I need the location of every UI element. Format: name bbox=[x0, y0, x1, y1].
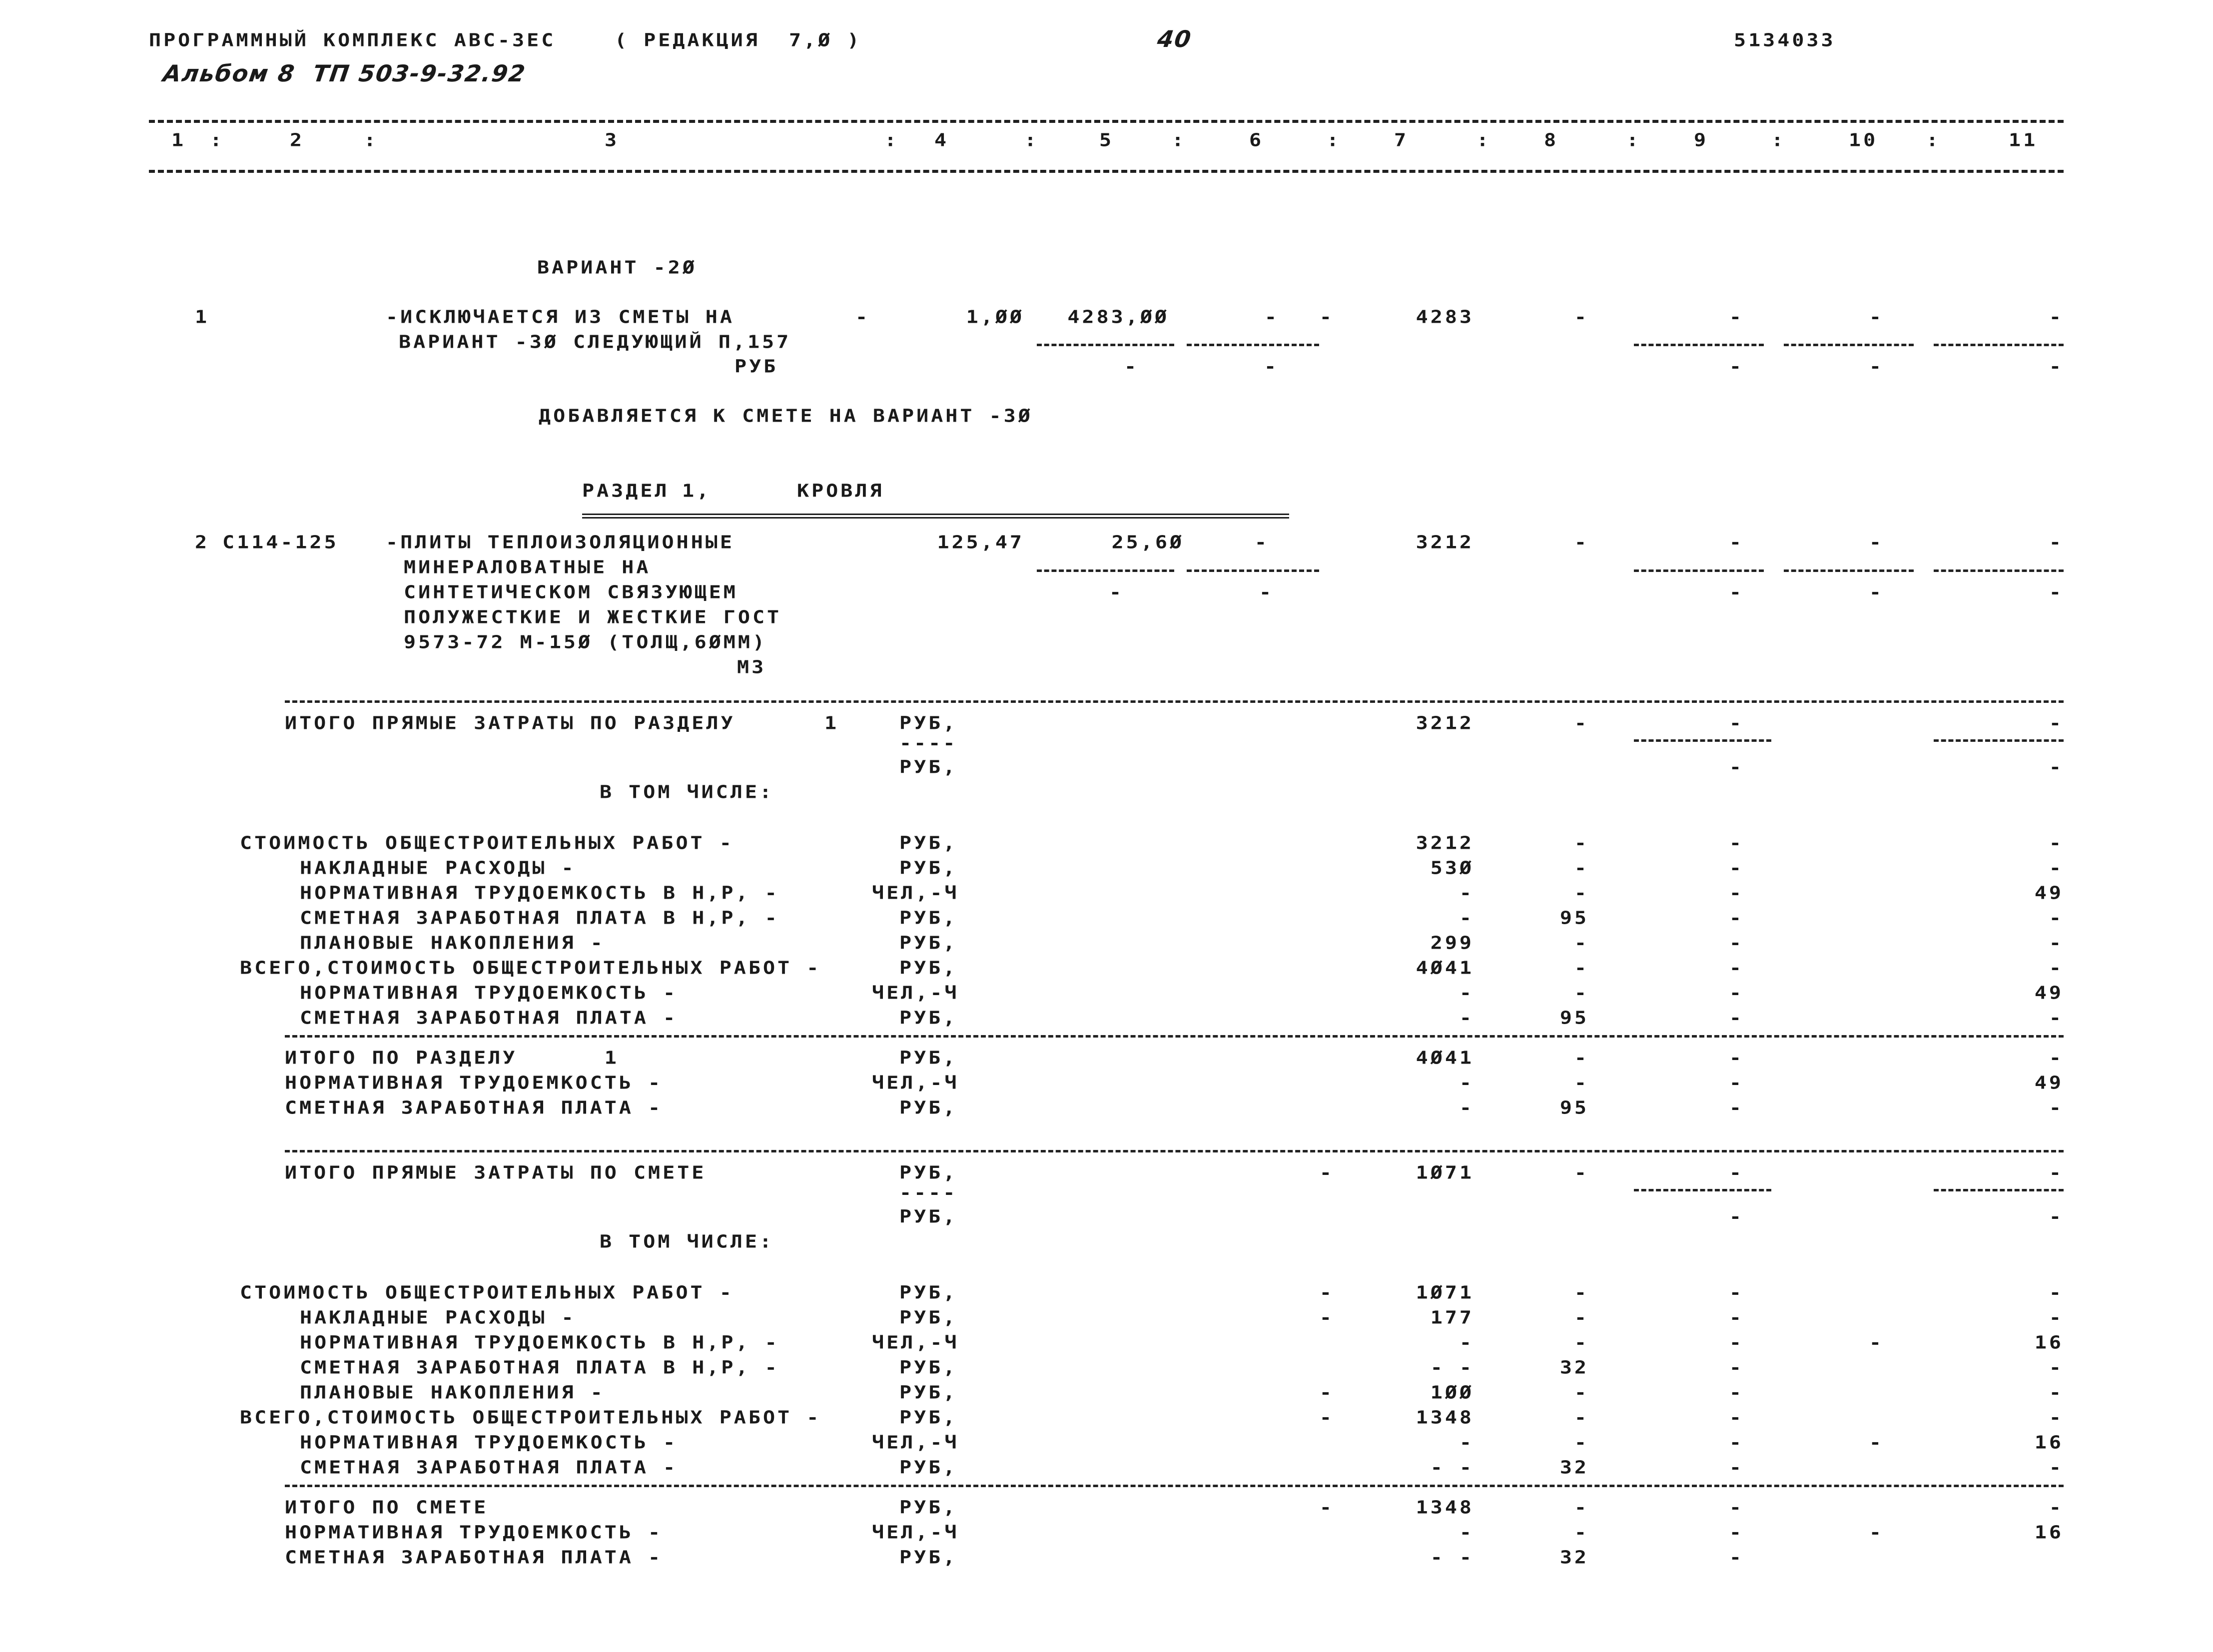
block1-row-1-col9: - bbox=[1729, 833, 1744, 854]
block2-total-1-col9: - bbox=[1729, 1497, 1744, 1518]
block1-row-7-col8: - bbox=[1574, 983, 1589, 1004]
block2-row-1-col9: - bbox=[1729, 1282, 1744, 1303]
item2-description-line-3: СИНТЕТИЧЕСКОМ СВЯЗУЮЩЕМ bbox=[404, 582, 738, 603]
column-header-6: 6 bbox=[1249, 130, 1264, 151]
item2-number: 2 bbox=[195, 532, 210, 553]
v20-col6-subline bbox=[1187, 344, 1319, 346]
v20-unit: РУБ bbox=[735, 356, 778, 377]
block1-row-3-unit: ЧЕЛ,-Ч bbox=[872, 883, 959, 904]
page-number: 40 bbox=[1155, 25, 1194, 52]
block1-direct-costs-label: ИТОГО ПРЯМЫЕ ЗАТРАТЫ ПО РАЗДЕЛУ bbox=[285, 713, 736, 734]
v20-col9-subline bbox=[1634, 344, 1764, 346]
block2-row-1-col8: - bbox=[1574, 1282, 1589, 1303]
column-separator-2: : bbox=[364, 130, 379, 151]
block1-row-2-col11: - bbox=[2049, 858, 2064, 879]
block1-total-2-label: НОРМАТИВНАЯ ТРУДОЕМКОСТЬ - bbox=[285, 1073, 663, 1094]
v20-col11: - bbox=[2049, 307, 2064, 328]
block1-total-2-col8: - bbox=[1574, 1073, 1589, 1094]
block2-row-6-col7: 1348 bbox=[1416, 1407, 1474, 1428]
block2-row-1-col6: - bbox=[1319, 1282, 1334, 1303]
block2-row-5-col8: - bbox=[1574, 1382, 1589, 1403]
item2-description-line-4: ПОЛУЖЕСТКИЕ И ЖЕСТКИЕ ГОСТ bbox=[404, 607, 782, 628]
block1-row-8-col9: - bbox=[1729, 1008, 1744, 1029]
block1-row-5-col7: 299 bbox=[1430, 933, 1474, 954]
block2-row-8-col9: - bbox=[1729, 1457, 1744, 1478]
block2-col9-subline bbox=[1634, 1189, 1771, 1191]
added-to-estimate-heading: ДОБАВЛЯЕТСЯ К СМЕТЕ НА ВАРИАНТ -3Ø bbox=[539, 406, 1033, 427]
block2-row-8-col8: 32 bbox=[1559, 1457, 1589, 1478]
column-header-7: 7 bbox=[1394, 130, 1409, 151]
block1-total-2-col7: - bbox=[1459, 1073, 1474, 1094]
block1-row-3-col8: - bbox=[1574, 883, 1589, 904]
block1-row-6-col8: - bbox=[1574, 958, 1589, 979]
block1-row-6-unit: РУБ, bbox=[899, 958, 958, 979]
block2-total-1-unit: РУБ, bbox=[899, 1497, 958, 1518]
block2-total-1-col11: - bbox=[2049, 1497, 2064, 1518]
block2-row-7-unit: ЧЕЛ,-Ч bbox=[872, 1432, 959, 1453]
block2-row-3-col8: - bbox=[1574, 1332, 1589, 1353]
program-edition: ( РЕДАКЦИЯ 7,Ø ) bbox=[615, 30, 862, 51]
block2-total-3-col9: - bbox=[1729, 1547, 1744, 1568]
block2-total-1-col6: - bbox=[1319, 1497, 1334, 1518]
block2-row-3-col9: - bbox=[1729, 1332, 1744, 1353]
block2-row-7-col9: - bbox=[1729, 1432, 1744, 1453]
block2-direct-costs-total: 1Ø71 bbox=[1416, 1162, 1474, 1183]
block2-row-3-unit: ЧЕЛ,-Ч bbox=[872, 1332, 959, 1353]
block1-total-1-unit: РУБ, bbox=[899, 1048, 958, 1069]
block1-row-4-label: СМЕТНАЯ ЗАРАБОТНАЯ ПЛАТА В Н,Р, - bbox=[300, 908, 779, 929]
block2-direct-costs-col6: - bbox=[1319, 1162, 1334, 1183]
block1-total-2-unit: ЧЕЛ,-Ч bbox=[872, 1073, 959, 1094]
column-header-5: 5 bbox=[1099, 130, 1114, 151]
block1-row-2-col9: - bbox=[1729, 858, 1744, 879]
section-title-underline bbox=[582, 514, 1289, 519]
block2-row-1-unit: РУБ, bbox=[899, 1282, 958, 1303]
block1-row-1-col7: 3212 bbox=[1416, 833, 1474, 854]
column-header-4: 4 bbox=[934, 130, 949, 151]
item2-col9: - bbox=[1729, 532, 1744, 553]
item2-col9-subline bbox=[1634, 569, 1764, 572]
column-separator-5: : bbox=[1172, 130, 1187, 151]
block1-row-5-col9: - bbox=[1729, 933, 1744, 954]
block1-direct-costs-total: 3212 bbox=[1416, 713, 1474, 734]
block1-direct-costs-col11-sub: - bbox=[2049, 757, 2064, 778]
item2-col10-subline bbox=[1784, 569, 1914, 572]
block2-row-3-col11: 16 bbox=[2034, 1332, 2064, 1353]
block2-row-5-col6: - bbox=[1319, 1382, 1334, 1403]
block2-row-5-col11: - bbox=[2049, 1382, 2064, 1403]
block1-row-3-col9: - bbox=[1729, 883, 1744, 904]
block2-row-5-col9: - bbox=[1729, 1382, 1744, 1403]
block2-total-3-col7: - - bbox=[1430, 1547, 1474, 1568]
block1-direct-costs-unit: РУБ, bbox=[899, 713, 958, 734]
block2-row-3-col10: - bbox=[1869, 1332, 1884, 1353]
block1-top-rule bbox=[285, 700, 2064, 703]
v20-unit-cost: 4283,ØØ bbox=[1067, 307, 1169, 328]
block2-totals-rule bbox=[285, 1485, 2064, 1487]
block1-total-1-col9: - bbox=[1729, 1048, 1744, 1069]
block1-row-4-col11: - bbox=[2049, 908, 2064, 929]
block1-total-1-label: ИТОГО ПО РАЗДЕЛУ 1 bbox=[285, 1048, 619, 1069]
block2-top-rule bbox=[285, 1150, 2064, 1152]
block1-row-6-label: ВСЕГО,СТОИМОСТЬ ОБЩЕСТРОИТЕЛЬНЫХ РАБОТ - bbox=[240, 958, 821, 979]
block1-total-1-col8: - bbox=[1574, 1048, 1589, 1069]
block1-row-7-col9: - bbox=[1729, 983, 1744, 1004]
block2-direct-costs-col8: - bbox=[1574, 1162, 1589, 1183]
block1-total-3-col9: - bbox=[1729, 1098, 1744, 1118]
v20-quantity: 1,ØØ bbox=[966, 307, 1024, 328]
block2-row-6-col6: - bbox=[1319, 1407, 1334, 1428]
block2-direct-costs-col11-sub: - bbox=[2049, 1206, 2064, 1227]
v20-col6-dash-b: - bbox=[1319, 307, 1334, 328]
column-header-2: 2 bbox=[290, 130, 305, 151]
column-separator-10: : bbox=[1926, 130, 1941, 151]
block1-row-4-col7: - bbox=[1459, 908, 1474, 929]
block1-total-3-col11: - bbox=[2049, 1098, 2064, 1118]
block2-row-1-col11: - bbox=[2049, 1282, 2064, 1303]
block2-direct-costs-col9: - bbox=[1729, 1162, 1744, 1183]
block2-total-2-col10: - bbox=[1869, 1522, 1884, 1543]
block1-including-label: В ТОМ ЧИСЛЕ: bbox=[600, 782, 774, 803]
block1-row-7-col7: - bbox=[1459, 983, 1474, 1004]
block1-row-4-unit: РУБ, bbox=[899, 908, 958, 929]
block1-total-3-col8: 95 bbox=[1559, 1098, 1589, 1118]
block2-direct-costs-col11: - bbox=[2049, 1162, 2064, 1183]
block2-row-6-col11: - bbox=[2049, 1407, 2064, 1428]
column-separator-1: : bbox=[210, 130, 225, 151]
block1-direct-costs-unit-2: РУБ, bbox=[899, 757, 958, 778]
block2-total-3-label: СМЕТНАЯ ЗАРАБОТНАЯ ПЛАТА - bbox=[285, 1547, 663, 1568]
block2-row-7-col10: - bbox=[1869, 1432, 1884, 1453]
block1-row-8-col8: 95 bbox=[1559, 1008, 1589, 1029]
column-header-11: 11 bbox=[2009, 130, 2038, 151]
item2-col11-subline bbox=[1934, 569, 2064, 572]
block2-row-2-unit: РУБ, bbox=[899, 1307, 958, 1328]
block2-row-1-col7: 1Ø71 bbox=[1416, 1282, 1474, 1303]
block2-total-2-label: НОРМАТИВНАЯ ТРУДОЕМКОСТЬ - bbox=[285, 1522, 663, 1543]
v20-col11-sub: - bbox=[2049, 356, 2064, 377]
block1-row-3-label: НОРМАТИВНАЯ ТРУДОЕМКОСТЬ В Н,Р, - bbox=[300, 883, 779, 904]
block2-total-1-col8: - bbox=[1574, 1497, 1589, 1518]
v20-col10-subline bbox=[1784, 344, 1914, 346]
block2-total-2-col11: 16 bbox=[2034, 1522, 2064, 1543]
block1-row-8-col7: - bbox=[1459, 1008, 1474, 1029]
block1-direct-costs-col8: - bbox=[1574, 713, 1589, 734]
block1-row-4-col9: - bbox=[1729, 908, 1744, 929]
block1-row-6-col9: - bbox=[1729, 958, 1744, 979]
block2-total-2-col8: - bbox=[1574, 1522, 1589, 1543]
block1-total-3-unit: РУБ, bbox=[899, 1098, 958, 1118]
block2-row-4-col11: - bbox=[2049, 1357, 2064, 1378]
item2-col11-sub: - bbox=[2049, 582, 2064, 603]
block1-row-5-label: ПЛАНОВЫЕ НАКОПЛЕНИЯ - bbox=[300, 933, 605, 954]
column-separator-7: : bbox=[1476, 130, 1491, 151]
item2-description-line-2: МИНЕРАЛОВАТНЫЕ НА bbox=[404, 557, 651, 578]
block2-direct-costs-unit-dash: ---- bbox=[899, 1182, 958, 1203]
item2-description-line-1: -ПЛИТЫ ТЕПЛОИЗОЛЯЦИОННЫЕ bbox=[386, 532, 735, 553]
v20-description-line-1: -ИСКЛЮЧАЕТСЯ ИЗ СМЕТЫ НА bbox=[386, 307, 735, 328]
block2-row-2-col11: - bbox=[2049, 1307, 2064, 1328]
v20-col6-dash-a: - bbox=[1264, 307, 1279, 328]
block1-row-6-col7: 4Ø41 bbox=[1416, 958, 1474, 979]
block1-row-2-col7: 53Ø bbox=[1430, 858, 1474, 879]
block1-row-5-unit: РУБ, bbox=[899, 933, 958, 954]
item2-col6-sub: - bbox=[1259, 582, 1274, 603]
block2-row-2-col7: 177 bbox=[1430, 1307, 1474, 1328]
block1-row-1-label: СТОИМОСТЬ ОБЩЕСТРОИТЕЛЬНЫХ РАБОТ - bbox=[240, 833, 734, 854]
section-number: 1, bbox=[682, 481, 712, 502]
block1-row-1-unit: РУБ, bbox=[899, 833, 958, 854]
block1-direct-costs-col9: - bbox=[1729, 713, 1744, 734]
item2-unit: М3 bbox=[737, 657, 766, 678]
block2-row-1-label: СТОИМОСТЬ ОБЩЕСТРОИТЕЛЬНЫХ РАБОТ - bbox=[240, 1282, 734, 1303]
block2-row-7-col8: - bbox=[1574, 1432, 1589, 1453]
block2-row-2-col6: - bbox=[1319, 1307, 1334, 1328]
item2-description-line-5: 9573-72 М-15Ø (ТОЛЩ,6ØММ) bbox=[404, 632, 767, 653]
column-separator-9: : bbox=[1771, 130, 1786, 151]
block1-row-1-col8: - bbox=[1574, 833, 1589, 854]
block1-row-8-col11: - bbox=[2049, 1008, 2064, 1029]
item2-total: 3212 bbox=[1416, 532, 1474, 553]
block1-row-5-col11: - bbox=[2049, 933, 2064, 954]
block2-row-5-label: ПЛАНОВЫЕ НАКОПЛЕНИЯ - bbox=[300, 1382, 605, 1403]
column-separator-8: : bbox=[1626, 130, 1641, 151]
item2-col10-sub: - bbox=[1869, 582, 1884, 603]
v20-col9-sub: - bbox=[1729, 356, 1744, 377]
block2-total-1-label: ИТОГО ПО СМЕТЕ bbox=[285, 1497, 489, 1518]
item2-code: С114-125 bbox=[222, 532, 339, 553]
block1-row-7-label: НОРМАТИВНАЯ ТРУДОЕМКОСТЬ - bbox=[300, 983, 678, 1004]
block1-total-2-col11: 49 bbox=[2034, 1073, 2064, 1094]
v20-col11-subline bbox=[1934, 344, 2064, 346]
block2-row-6-unit: РУБ, bbox=[899, 1407, 958, 1428]
block2-total-3-col8: 32 bbox=[1559, 1547, 1589, 1568]
block2-total-1-col7: 1348 bbox=[1416, 1497, 1474, 1518]
block2-row-4-col8: 32 bbox=[1559, 1357, 1589, 1378]
column-header-9: 9 bbox=[1694, 130, 1709, 151]
block1-col11-subline bbox=[1934, 739, 2064, 742]
column-separator-4: : bbox=[1024, 130, 1039, 151]
block2-row-3-col7: - bbox=[1459, 1332, 1474, 1353]
item2-col5-subline bbox=[1037, 569, 1174, 572]
block1-row-2-col8: - bbox=[1574, 858, 1589, 879]
column-header-10: 10 bbox=[1849, 130, 1878, 151]
block2-row-8-col7: - - bbox=[1430, 1457, 1474, 1478]
v20-description-line-2: ВАРИАНТ -3Ø СЛЕДУЮЩИЙ П,157 bbox=[399, 332, 791, 353]
block1-col9-subline bbox=[1634, 739, 1771, 742]
block2-row-7-col7: - bbox=[1459, 1432, 1474, 1453]
block1-totals-rule bbox=[285, 1035, 2064, 1038]
item2-unit-cost: 25,6Ø bbox=[1111, 532, 1184, 553]
header-top-rule bbox=[149, 120, 2064, 123]
block1-row-3-col7: - bbox=[1459, 883, 1474, 904]
block2-row-4-col9: - bbox=[1729, 1357, 1744, 1378]
v20-row-number: 1 bbox=[195, 307, 210, 328]
variant-20-title: ВАРИАНТ -2Ø bbox=[537, 257, 697, 278]
block2-row-3-label: НОРМАТИВНАЯ ТРУДОЕМКОСТЬ В Н,Р, - bbox=[300, 1332, 779, 1353]
block1-row-3-col11: 49 bbox=[2034, 883, 2064, 904]
album-annotation: Альбом 8 ТП 503-9-32.92 bbox=[161, 60, 528, 87]
block1-row-8-label: СМЕТНАЯ ЗАРАБОТНАЯ ПЛАТА - bbox=[300, 1008, 678, 1029]
block2-row-6-col8: - bbox=[1574, 1407, 1589, 1428]
column-header-8: 8 bbox=[1544, 130, 1559, 151]
block1-row-7-unit: ЧЕЛ,-Ч bbox=[872, 983, 959, 1004]
item2-col6: - bbox=[1254, 532, 1269, 553]
block2-row-7-col11: 16 bbox=[2034, 1432, 2064, 1453]
v20-col10: - bbox=[1869, 307, 1884, 328]
block2-total-2-col9: - bbox=[1729, 1522, 1744, 1543]
block2-total-3-unit: РУБ, bbox=[899, 1547, 958, 1568]
block1-total-3-label: СМЕТНАЯ ЗАРАБОТНАЯ ПЛАТА - bbox=[285, 1098, 663, 1118]
section-name: КРОВЛЯ bbox=[797, 481, 884, 502]
block1-total-3-col7: - bbox=[1459, 1098, 1474, 1118]
column-header-1: 1 bbox=[171, 130, 186, 151]
v20-col10-sub: - bbox=[1869, 356, 1884, 377]
block2-including-label: В ТОМ ЧИСЛЕ: bbox=[600, 1231, 774, 1252]
block2-row-5-unit: РУБ, bbox=[899, 1382, 958, 1403]
block1-row-1-col11: - bbox=[2049, 833, 2064, 854]
block2-direct-costs-unit: РУБ, bbox=[899, 1162, 958, 1183]
block2-row-4-label: СМЕТНАЯ ЗАРАБОТНАЯ ПЛАТА В Н,Р, - bbox=[300, 1357, 779, 1378]
block2-direct-costs-label: ИТОГО ПРЯМЫЕ ЗАТРАТЫ ПО СМЕТЕ bbox=[285, 1162, 707, 1183]
column-separator-3: : bbox=[884, 130, 899, 151]
item2-col9-sub: - bbox=[1729, 582, 1744, 603]
item2-col11: - bbox=[2049, 532, 2064, 553]
block2-row-4-col7: - - bbox=[1430, 1357, 1474, 1378]
column-header-3: 3 bbox=[605, 130, 620, 151]
block2-row-2-col9: - bbox=[1729, 1307, 1744, 1328]
block1-row-6-col11: - bbox=[2049, 958, 2064, 979]
v20-col4-dash: - bbox=[855, 307, 870, 328]
block1-row-5-col8: - bbox=[1574, 933, 1589, 954]
block2-total-2-unit: ЧЕЛ,-Ч bbox=[872, 1522, 959, 1543]
block2-row-5-col7: 1ØØ bbox=[1430, 1382, 1474, 1403]
block2-row-8-col11: - bbox=[2049, 1457, 2064, 1478]
v20-col5-subline bbox=[1037, 344, 1174, 346]
block2-row-2-col8: - bbox=[1574, 1307, 1589, 1328]
block1-row-2-unit: РУБ, bbox=[899, 858, 958, 879]
v20-col5-sub: - bbox=[1124, 356, 1139, 377]
item2-col10: - bbox=[1869, 532, 1884, 553]
program-name: ПРОГРАММНЫЙ КОМПЛЕКС АВС-3ЕС bbox=[149, 30, 556, 51]
block2-row-2-label: НАКЛАДНЫЕ РАСХОДЫ - bbox=[300, 1307, 576, 1328]
block1-total-2-col9: - bbox=[1729, 1073, 1744, 1094]
block2-total-2-col7: - bbox=[1459, 1522, 1474, 1543]
block1-row-2-label: НАКЛАДНЫЕ РАСХОДЫ - bbox=[300, 858, 576, 879]
block2-row-4-unit: РУБ, bbox=[899, 1357, 958, 1378]
item2-col6-subline bbox=[1187, 569, 1319, 572]
block1-row-7-col11: 49 bbox=[2034, 983, 2064, 1004]
item2-col8: - bbox=[1574, 532, 1589, 553]
item2-col5-sub: - bbox=[1109, 582, 1124, 603]
v20-col6-sub: - bbox=[1264, 356, 1279, 377]
block1-row-8-unit: РУБ, bbox=[899, 1008, 958, 1029]
block1-row-4-col8: 95 bbox=[1559, 908, 1589, 929]
section-label: РАЗДЕЛ bbox=[582, 481, 670, 502]
block1-total-1-col11: - bbox=[2049, 1048, 2064, 1069]
header-bottom-rule bbox=[149, 170, 2064, 173]
v20-total: 4283 bbox=[1416, 307, 1474, 328]
block1-direct-costs-number: 1 bbox=[824, 713, 839, 734]
block2-direct-costs-col9-sub: - bbox=[1729, 1206, 1744, 1227]
block1-direct-costs-col11: - bbox=[2049, 713, 2064, 734]
block2-row-8-unit: РУБ, bbox=[899, 1457, 958, 1478]
column-separator-6: : bbox=[1327, 130, 1342, 151]
v20-col8: - bbox=[1574, 307, 1589, 328]
block2-direct-costs-unit-2: РУБ, bbox=[899, 1206, 958, 1227]
item2-quantity: 125,47 bbox=[937, 532, 1024, 553]
v20-col9: - bbox=[1729, 307, 1744, 328]
document-number: 5134033 bbox=[1734, 30, 1836, 51]
block2-row-7-label: НОРМАТИВНАЯ ТРУДОЕМКОСТЬ - bbox=[300, 1432, 678, 1453]
block2-row-6-col9: - bbox=[1729, 1407, 1744, 1428]
block2-col11-subline bbox=[1934, 1189, 2064, 1191]
block1-direct-costs-col9-sub: - bbox=[1729, 757, 1744, 778]
block2-row-8-label: СМЕТНАЯ ЗАРАБОТНАЯ ПЛАТА - bbox=[300, 1457, 678, 1478]
block1-direct-costs-unit-dash: ---- bbox=[899, 733, 958, 754]
block1-total-1-col7: 4Ø41 bbox=[1416, 1048, 1474, 1069]
block2-row-6-label: ВСЕГО,СТОИМОСТЬ ОБЩЕСТРОИТЕЛЬНЫХ РАБОТ - bbox=[240, 1407, 821, 1428]
